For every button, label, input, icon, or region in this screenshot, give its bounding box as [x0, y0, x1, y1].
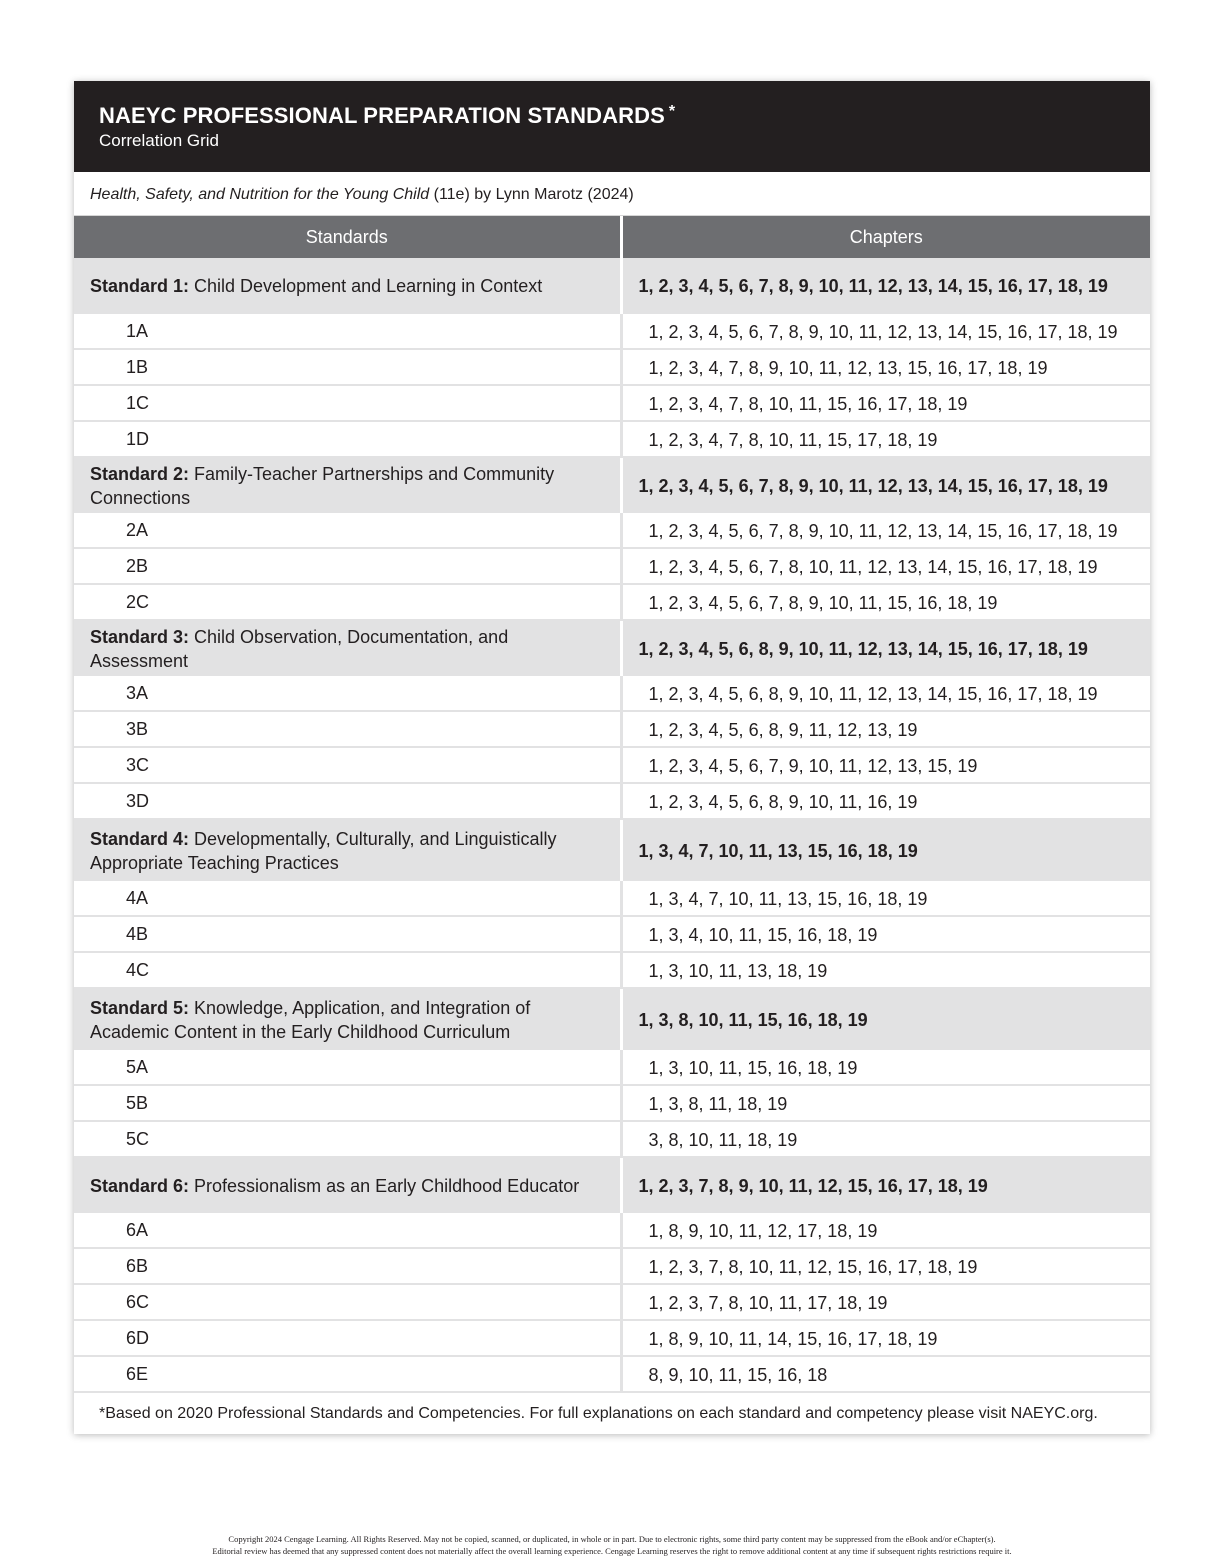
- standard-title: Professionalism as an Early Childhood Educator: [189, 1175, 580, 1196]
- competency-row: [74, 349, 1150, 385]
- competency-row: [74, 314, 1150, 349]
- correlation-table: [74, 216, 1150, 1393]
- competency-row: [74, 1356, 1150, 1392]
- competency-chapters: 1, 8, 9, 10, 11, 12, 17, 18, 19: [621, 1213, 1150, 1248]
- title-footnote-mark: *: [668, 103, 676, 120]
- footnote: *Based on 2020 Professional Standards and Competencies. For full explanations on each standard and competency please visit NAEYC.org.: [99, 1405, 1098, 1422]
- competency-chapters: 1, 2, 3, 4, 5, 6, 8, 9, 11, 12, 13, 19: [621, 711, 1150, 747]
- standard-title: Developmentally, Culturally, and Linguistically Appropriate Teaching Practices: [90, 828, 557, 873]
- competency-row: [74, 548, 1150, 584]
- standard-row: [74, 620, 1150, 676]
- copyright-line-2: Editorial review has deemed that any suppressed content does not materially affect the overall learning experience. Cengage Learning reserves the right to remove additional content at any time if subsequent rights restrictions require it.: [212, 1546, 1012, 1556]
- standard-label: Standard 2:: [90, 463, 190, 484]
- competency-row: [74, 916, 1150, 952]
- competency-chapters: 1, 2, 3, 7, 8, 10, 11, 17, 18, 19: [621, 1284, 1150, 1320]
- competency-code: 5A: [74, 1050, 621, 1085]
- standard-title: Knowledge, Application, and Integration of Academic Content in the Early Childhood Curriculum: [90, 997, 531, 1042]
- standard-chapters: 1, 2, 3, 4, 5, 6, 8, 9, 10, 11, 12, 13, 14, 15, 16, 17, 18, 19: [621, 620, 1150, 676]
- standard-name: [74, 457, 621, 513]
- competency-code: 1D: [74, 421, 621, 457]
- standard-label: Standard 1:: [90, 276, 190, 296]
- competency-row: [74, 1320, 1150, 1356]
- competency-row: [74, 421, 1150, 457]
- competency-row: [74, 1248, 1150, 1284]
- competency-row: [74, 1284, 1150, 1320]
- competency-chapters: 1, 2, 3, 4, 5, 6, 8, 9, 10, 11, 16, 19: [621, 783, 1150, 819]
- standard-row: [74, 1157, 1150, 1213]
- competency-code: 3B: [74, 711, 621, 747]
- page-title: NAEYC PROFESSIONAL PREPARATION STANDARDS *: [99, 103, 676, 128]
- standard-chapters: 1, 3, 8, 10, 11, 15, 16, 18, 19: [621, 988, 1150, 1050]
- standard-chapters: 1, 2, 3, 7, 8, 9, 10, 11, 12, 15, 16, 17, 18, 19: [621, 1157, 1150, 1213]
- competency-chapters: 1, 2, 3, 4, 7, 8, 9, 10, 11, 12, 13, 15, 16, 17, 18, 19: [621, 349, 1150, 385]
- competency-code: 4A: [74, 881, 621, 916]
- book-details: (11e) by Lynn Marotz (2024): [429, 186, 634, 203]
- competency-code: 4C: [74, 952, 621, 988]
- competency-chapters: 1, 3, 4, 7, 10, 11, 13, 15, 16, 18, 19: [621, 881, 1150, 916]
- competency-row: [74, 1050, 1150, 1085]
- competency-row: [74, 676, 1150, 711]
- table-body: [74, 258, 1150, 1392]
- competency-chapters: 1, 2, 3, 4, 5, 6, 8, 9, 10, 11, 12, 13, 14, 15, 16, 17, 18, 19: [621, 676, 1150, 711]
- competency-chapters: 1, 3, 8, 11, 18, 19: [621, 1085, 1150, 1121]
- competency-code: 1B: [74, 349, 621, 385]
- correlation-grid-card: [74, 81, 1150, 1434]
- competency-row: [74, 1213, 1150, 1248]
- header-banner: [74, 81, 1150, 172]
- standard-label: Standard 3:: [90, 626, 190, 647]
- standard-label: Standard 6:: [90, 1175, 190, 1196]
- standard-name: [74, 620, 621, 676]
- standard-name: [74, 988, 621, 1050]
- standard-label: Standard 4:: [90, 828, 190, 849]
- standard-label: Standard 5:: [90, 997, 190, 1018]
- competency-chapters: 1, 2, 3, 4, 7, 8, 10, 11, 15, 17, 18, 19: [621, 421, 1150, 457]
- copyright-notice: [0, 1533, 1224, 1557]
- competency-code: 5C: [74, 1121, 621, 1157]
- standard-title: Family-Teacher Partnerships and Community Connections: [90, 463, 555, 508]
- standard-chapters: 1, 2, 3, 4, 5, 6, 7, 8, 9, 10, 11, 12, 13, 14, 15, 16, 17, 18, 19: [621, 457, 1150, 513]
- book-citation: [74, 172, 1150, 216]
- competency-code: 3C: [74, 747, 621, 783]
- competency-code: 6E: [74, 1356, 621, 1392]
- competency-code: 3A: [74, 676, 621, 711]
- standard-title: Child Development and Learning in Context: [189, 276, 543, 296]
- competency-chapters: 1, 2, 3, 7, 8, 10, 11, 12, 15, 16, 17, 18, 19: [621, 1248, 1150, 1284]
- competency-row: [74, 747, 1150, 783]
- competency-code: 1A: [74, 314, 621, 349]
- competency-code: 2C: [74, 584, 621, 620]
- competency-code: 1C: [74, 385, 621, 421]
- competency-row: [74, 1121, 1150, 1157]
- competency-row: [74, 385, 1150, 421]
- competency-row: [74, 584, 1150, 620]
- competency-chapters: 8, 9, 10, 11, 15, 16, 18: [621, 1356, 1150, 1392]
- competency-row: [74, 952, 1150, 988]
- competency-chapters: 1, 3, 10, 11, 15, 16, 18, 19: [621, 1050, 1150, 1085]
- standard-row: [74, 988, 1150, 1050]
- competency-chapters: 1, 2, 3, 4, 5, 6, 7, 8, 10, 11, 12, 13, 14, 15, 16, 17, 18, 19: [621, 548, 1150, 584]
- competency-chapters: 1, 2, 3, 4, 5, 6, 7, 8, 9, 10, 11, 15, 16, 18, 19: [621, 584, 1150, 620]
- competency-chapters: 1, 2, 3, 4, 5, 6, 7, 9, 10, 11, 12, 13, 15, 19: [621, 747, 1150, 783]
- standard-chapters: 1, 3, 4, 7, 10, 11, 13, 15, 16, 18, 19: [621, 819, 1150, 881]
- standard-chapters: 1, 2, 3, 4, 5, 6, 7, 8, 9, 10, 11, 12, 13, 14, 15, 16, 17, 18, 19: [621, 258, 1150, 314]
- competency-row: [74, 881, 1150, 916]
- competency-chapters: 1, 3, 4, 10, 11, 15, 16, 18, 19: [621, 916, 1150, 952]
- standard-row: [74, 457, 1150, 513]
- competency-chapters: 1, 3, 10, 11, 13, 18, 19: [621, 952, 1150, 988]
- table-header-row: [74, 216, 1150, 258]
- competency-row: [74, 783, 1150, 819]
- standard-name: [74, 258, 621, 314]
- competency-chapters: 1, 2, 3, 4, 7, 8, 10, 11, 15, 16, 17, 18, 19: [621, 385, 1150, 421]
- competency-code: 5B: [74, 1085, 621, 1121]
- standard-name: [74, 1157, 621, 1213]
- book-title: Health, Safety, and Nutrition for the Young Child: [90, 186, 430, 203]
- page-subtitle: Correlation Grid: [99, 131, 219, 150]
- competency-code: 2A: [74, 513, 621, 548]
- competency-row: [74, 1085, 1150, 1121]
- competency-row: [74, 513, 1150, 548]
- competency-row: [74, 711, 1150, 747]
- competency-code: 6B: [74, 1248, 621, 1284]
- standard-name: [74, 819, 621, 881]
- competency-chapters: 3, 8, 10, 11, 18, 19: [621, 1121, 1150, 1157]
- competency-code: 2B: [74, 548, 621, 584]
- competency-code: 6D: [74, 1320, 621, 1356]
- column-header-chapters: Chapters: [621, 216, 1150, 258]
- competency-chapters: 1, 8, 9, 10, 11, 14, 15, 16, 17, 18, 19: [621, 1320, 1150, 1356]
- standard-row: [74, 819, 1150, 881]
- copyright-line-1: Copyright 2024 Cengage Learning. All Rights Reserved. May not be copied, scanned, or duplicated, in whole or in part. Due to electronic rights, some third party content may be suppressed from the eBook and/or eChapter(s).: [228, 1534, 996, 1544]
- competency-code: 6A: [74, 1213, 621, 1248]
- standard-row: [74, 258, 1150, 314]
- competency-code: 6C: [74, 1284, 621, 1320]
- competency-chapters: 1, 2, 3, 4, 5, 6, 7, 8, 9, 10, 11, 12, 13, 14, 15, 16, 17, 18, 19: [621, 314, 1150, 349]
- standard-title: Child Observation, Documentation, and Assessment: [90, 626, 509, 671]
- competency-code: 4B: [74, 916, 621, 952]
- competency-code: 3D: [74, 783, 621, 819]
- column-header-standards: Standards: [74, 216, 621, 258]
- competency-chapters: 1, 2, 3, 4, 5, 6, 7, 8, 9, 10, 11, 12, 13, 14, 15, 16, 17, 18, 19: [621, 513, 1150, 548]
